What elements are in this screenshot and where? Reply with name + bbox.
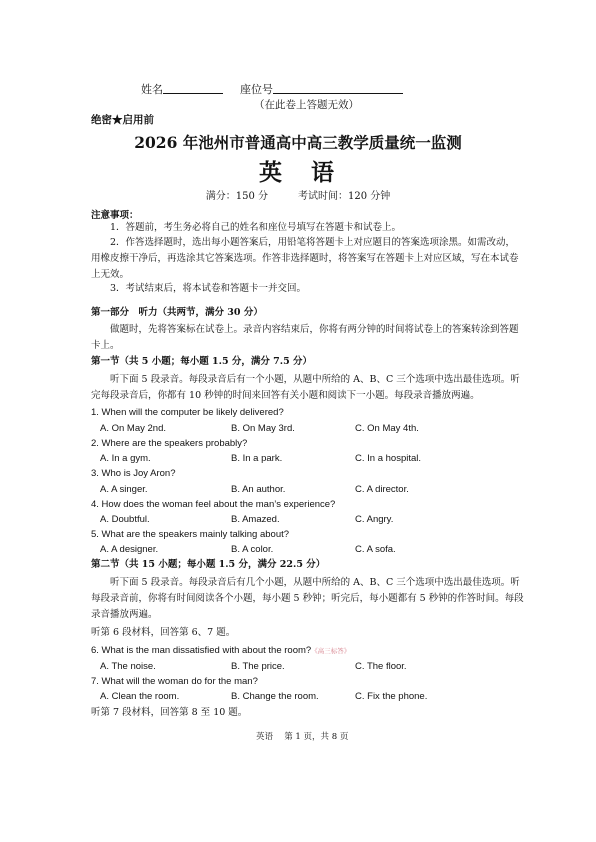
part1-heading: 第一部分 听力（共两节，满分 30 分） — [91, 307, 263, 318]
option-a: A. A designer. — [100, 544, 159, 555]
option-c: C. A sofa. — [355, 544, 396, 555]
question-stem: 7. What will the woman do for the man? — [91, 676, 258, 687]
option-a: A. On May 2nd. — [100, 423, 167, 434]
footer-subject: 英语 — [256, 732, 274, 742]
notice-item-3: 3．考试结束后，将本试卷和答题卡一并交回。 — [110, 283, 307, 294]
question-stem: 3. Who is Joy Aron? — [91, 468, 176, 479]
option-a: A. Clean the room. — [100, 691, 180, 702]
option-c: C. A director. — [355, 484, 409, 495]
option-b: B. On May 3rd. — [231, 423, 295, 434]
option-a: A. A singer. — [100, 484, 148, 495]
option-b: B. A color. — [231, 544, 274, 555]
name-blank — [163, 83, 223, 94]
option-c: C. Fix the phone. — [355, 691, 428, 702]
name-label: 姓名 — [141, 83, 163, 96]
section1-heading: 第一节（共 5 小题；每小题 1.5 分，满分 7.5 分） — [91, 356, 313, 367]
seat-field — [240, 83, 403, 97]
section2-heading: 第二节（共 15 小题；每小题 1.5 分，满分 22.5 分） — [91, 559, 326, 570]
section1-intro: 听下面 5 段录音。每段录音后有一个小题，从题中所给的 A、B、C 三个选项中选出最佳选项。听完每段录音后，你都有 10 秒钟的时间来回答有关小题和阅读下一小题。每段录音播放两遍。 — [91, 374, 520, 401]
question-stem: 1. When will the computer be likely delivered? — [91, 407, 284, 418]
exam-title: 2026 年池州市普通高中高三教学质量统一监测 — [134, 133, 462, 152]
option-a: A. Doubtful. — [100, 514, 150, 525]
name-field — [141, 83, 223, 97]
question-stem: 4. How does the woman feel about the man’s experience? — [91, 499, 336, 510]
notice-item-2: 2．作答选择题时，选出每小题答案后，用铅笔将答题卡上对应题目的答案选项涂黑。如需改动，用橡皮擦干净后，再选涂其它答案选项。作答非选择题时，将答案写在答题卡上对应区域，写在本试卷上无效。 — [91, 237, 519, 280]
option-b: B. Change the room. — [231, 691, 319, 702]
score-info: 满分：150 分 考试时间：120 分钟 — [205, 191, 391, 202]
material-6-note: 听第 6 段材料，回答第 6、7 题。 — [91, 627, 236, 638]
section2-intro: 听下面 5 段录音。每段录音后有几个小题，从题中所给的 A、B、C 三个选项中选出最佳选项。听每段录音前，你将有时间阅读各个小题，每小题 5 秒钟；听完后，每小题都有 5 秒钟的作答时间。每段录音播放两遍。 — [91, 577, 524, 620]
secret-label: 绝密★启用前 — [91, 114, 154, 126]
seat-blank — [273, 83, 403, 94]
option-b: B. The price. — [231, 661, 285, 672]
option-b: B. An author. — [231, 484, 286, 495]
question-stem — [91, 645, 350, 657]
question-stem: 2. Where are the speakers probably? — [91, 438, 248, 449]
notice-item-1: 1．答题前，考生务必将自己的姓名和座位号填写在答题卡和试卷上。 — [110, 222, 402, 233]
option-b: B. Amazed. — [231, 514, 280, 525]
option-c: C. The floor. — [355, 661, 407, 672]
option-c: C. On May 4th. — [355, 423, 419, 434]
notice-heading: 注意事项： — [91, 210, 139, 221]
option-a: A. In a gym. — [100, 453, 151, 464]
question-stem-text: 6. What is the man dissatisfied with about the room? — [91, 645, 312, 656]
option-c: C. Angry. — [355, 514, 394, 525]
material-7-note: 听第 7 段材料，回答第 8 至 10 题。 — [91, 707, 248, 718]
watermark-mark: 《高三标答》 — [311, 648, 351, 655]
part1-intro: 做题时，先将答案标在试卷上。录音内容结束后，你将有两分钟的时间将试卷上的答案转涂到答题卡上。 — [91, 324, 519, 351]
invalid-note: （在此卷上答题无效） — [254, 99, 359, 111]
seat-label: 座位号 — [240, 83, 273, 96]
subject-title: 英 语 — [259, 159, 337, 186]
option-c: C. In a hospital. — [355, 453, 422, 464]
question-stem: 5. What are the speakers mainly talking about? — [91, 529, 290, 540]
option-b: B. In a park. — [231, 453, 283, 464]
option-a: A. The noise. — [100, 661, 156, 672]
footer — [256, 732, 348, 743]
footer-page: 第 1 页，共 8 页 — [284, 732, 349, 742]
